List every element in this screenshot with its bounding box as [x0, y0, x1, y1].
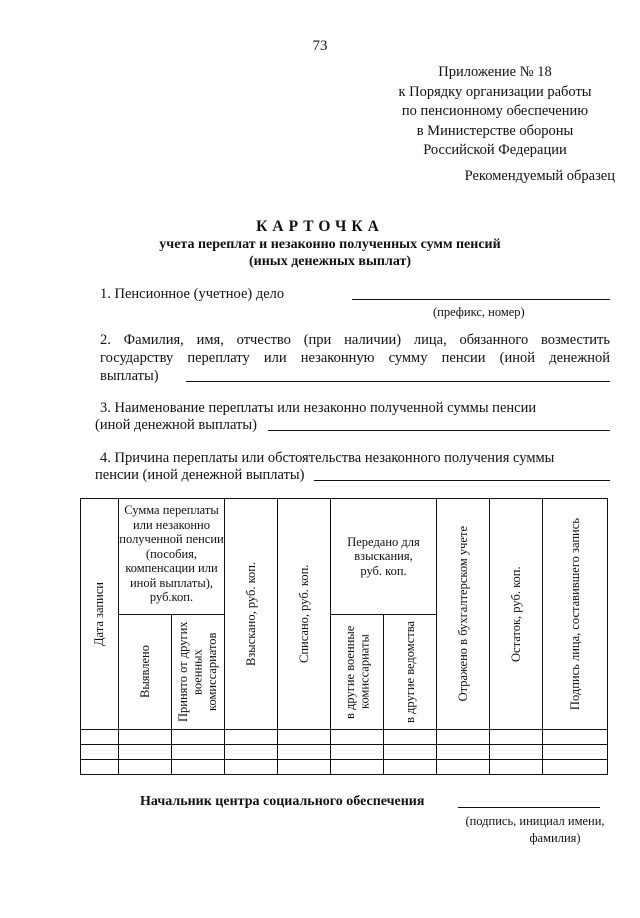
- header-transferred: [331, 499, 437, 615]
- field-overpayment-name-line1: 3. Наименование переплаты или незаконно полученной суммы пенсии: [100, 400, 537, 416]
- subtitle-line: (иных денежных выплат): [248, 254, 412, 269]
- header-accounting: [437, 499, 490, 730]
- table-cell[interactable]: [172, 760, 225, 775]
- table-cell[interactable]: [225, 760, 278, 775]
- field-reason-input[interactable]: [314, 480, 610, 481]
- header-accounting-label: Отражено в бухгалтерском учете: [455, 526, 470, 702]
- table-cell[interactable]: [384, 760, 437, 775]
- table-cell[interactable]: [437, 745, 490, 760]
- table-cell[interactable]: [81, 760, 119, 775]
- header-other-dept: [384, 614, 437, 730]
- annex-line: к Порядку организации работы: [398, 83, 592, 100]
- table-cell[interactable]: [119, 745, 172, 760]
- table-cell[interactable]: [278, 745, 331, 760]
- table-cell[interactable]: [225, 730, 278, 745]
- table-cell[interactable]: [81, 730, 119, 745]
- field-overpayment-name-line2: (иной денежной выплаты): [95, 417, 257, 433]
- table-cell[interactable]: [437, 730, 490, 745]
- field-pension-file-input[interactable]: [352, 299, 610, 300]
- field-reason-line2: пенсии (иной денежной выплаты): [95, 467, 305, 483]
- table-cell[interactable]: [543, 760, 608, 775]
- field-reason-line1: 4. Причина переплаты или обстоятельства незаконного получения суммы: [100, 450, 555, 466]
- table-cell[interactable]: [384, 730, 437, 745]
- field-name-input[interactable]: [186, 381, 610, 382]
- header-found: [119, 614, 172, 730]
- signature-hint-line: фамилия): [529, 831, 581, 845]
- table-cell[interactable]: [278, 730, 331, 745]
- header-other-vk-label: в другие военные комиссариаты: [342, 625, 371, 719]
- field-pension-file-hint: (префикс, номер): [433, 305, 525, 319]
- table-cell[interactable]: [278, 760, 331, 775]
- table-cell[interactable]: [119, 730, 172, 745]
- table-cell[interactable]: [331, 730, 384, 745]
- table-cell[interactable]: [384, 745, 437, 760]
- header-found-label: Выявлено: [137, 645, 152, 699]
- signature-hint-line: (подпись, инициал имени,: [465, 814, 605, 828]
- table-cell[interactable]: [437, 760, 490, 775]
- header-date-label: Дата записи: [92, 582, 107, 646]
- header-balance-label: Остаток, руб. коп.: [508, 566, 523, 662]
- table-cell[interactable]: [543, 730, 608, 745]
- header-accepted: [172, 614, 225, 730]
- header-other-dept-label: в другие ведомства: [402, 620, 417, 723]
- signature-label: Начальник центра социального обеспечения: [140, 794, 425, 809]
- table-cell[interactable]: [490, 730, 543, 745]
- header-date: [81, 499, 119, 730]
- field-name-line1: 2. Фамилия, имя, отчество (при наличии) лица, обязанного возместить: [100, 332, 610, 348]
- field-name-line2: государству переплату или незаконную сумму пенсии (иной денежной: [100, 350, 610, 366]
- document-title: КАРТОЧКА: [256, 218, 384, 235]
- overpayment-table: [80, 498, 608, 775]
- header-transferred-label: Передано для взыскания, руб. коп.: [347, 534, 420, 578]
- header-sum: Сумма переплаты или незаконно полученной пенсии (пособия, компенсации или иной выплаты), руб.коп.: [119, 499, 225, 615]
- table-cell[interactable]: [225, 745, 278, 760]
- field-pension-file-label: 1. Пенсионное (учетное) дело: [100, 286, 285, 302]
- table-row: [81, 730, 608, 745]
- header-accepted-label: Принято от других военных комиссариатов: [176, 621, 220, 723]
- table-cell[interactable]: [331, 745, 384, 760]
- signature-input[interactable]: [458, 807, 600, 808]
- table-cell[interactable]: [119, 760, 172, 775]
- annex-line: по пенсионному обеспечению: [401, 103, 589, 119]
- page-number: 73: [312, 38, 328, 54]
- annex-block: [375, 63, 615, 161]
- signature-hint: [460, 813, 610, 847]
- header-collected-label: Взыскано, руб. коп.: [243, 561, 258, 667]
- header-written-off-label: Списано, руб. коп.: [296, 564, 311, 664]
- table-cell[interactable]: [490, 745, 543, 760]
- header-signature-label: Подпись лица, составившего запись: [567, 517, 582, 711]
- table-cell[interactable]: [543, 745, 608, 760]
- table-cell[interactable]: [331, 760, 384, 775]
- table-row: [81, 760, 608, 775]
- header-signature: [543, 499, 608, 730]
- annex-line: в Министерстве обороны: [416, 122, 574, 139]
- table-cell[interactable]: [172, 745, 225, 760]
- field-overpayment-name-input[interactable]: [268, 430, 610, 431]
- header-other-vk: [331, 614, 384, 730]
- annex-line: Российской Федерации: [423, 142, 567, 158]
- table-cell[interactable]: [81, 745, 119, 760]
- table-row: [81, 745, 608, 760]
- header-collected: [225, 499, 278, 730]
- table-cell[interactable]: [172, 730, 225, 745]
- subtitle-line: учета переплат и незаконно полученных сумм пенсий: [159, 237, 501, 252]
- table-cell[interactable]: [490, 760, 543, 775]
- sample-note: Рекомендуемый образец: [464, 168, 615, 184]
- header-written-off: [278, 499, 331, 730]
- annex-line: Приложение № 18: [438, 64, 552, 80]
- header-balance: [490, 499, 543, 730]
- field-name-line3: выплаты): [100, 368, 159, 384]
- document-subtitle: [60, 236, 600, 270]
